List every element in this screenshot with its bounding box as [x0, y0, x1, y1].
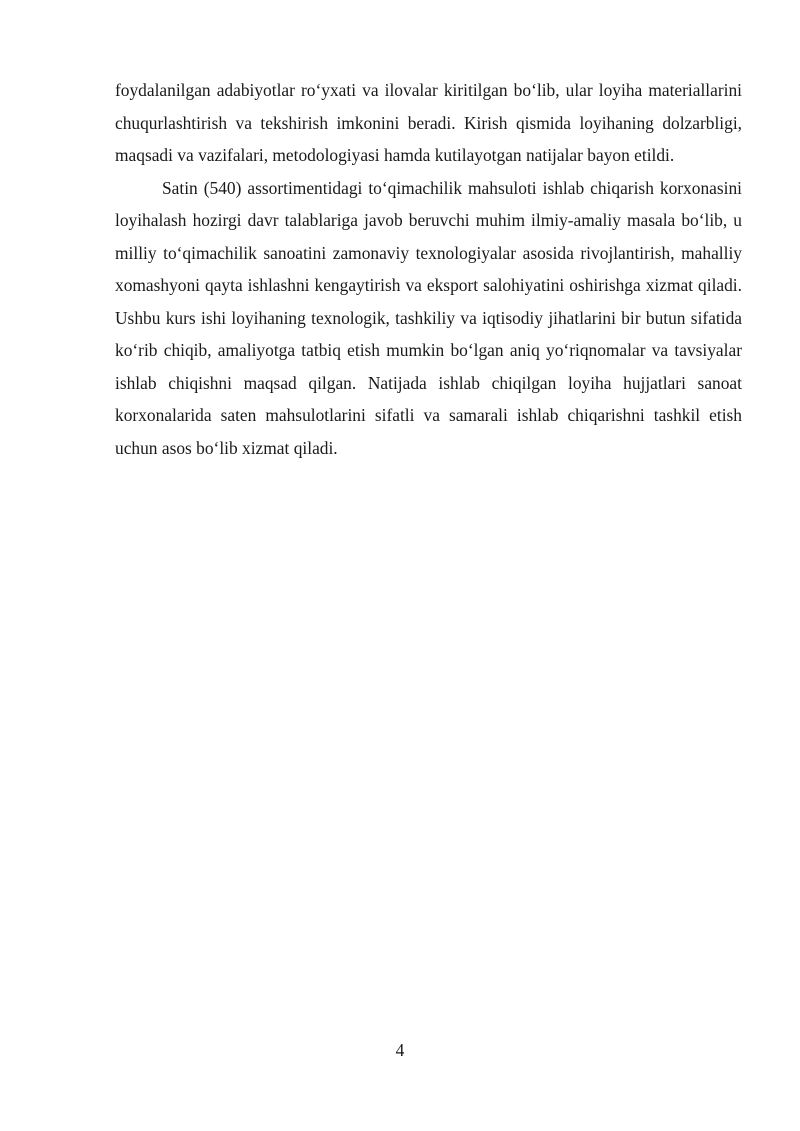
document-body: [115, 74, 742, 464]
paragraph-conclusion: Satin (540) assortimentidagi to‘qimachilik mahsuloti ishlab chiqarish korxonasini loyihalash hozirgi davr talablariga javob beruvchi muhim ilmiy-amaliy masala bo‘lib, u milliy to‘qimachilik sanoatini zamonaviy texnologiyalar asosida rivojlantirish, mahalliy xomashyoni qayta ishlashni kengaytirish va eksport salohiyatini oshirishga xizmat qiladi. Ushbu kurs ishi loyihaning texnologik, tashkiliy va iqtisodiy jihatlarini bir butun sifatida ko‘rib chiqib, amaliyotga tatbiq etish mumkin bo‘lgan aniq yo‘riqnomalar va tavsiyalar ishlab chiqishni maqsad qilgan. Natijada ishlab chiqilgan loyiha hujjatlari sanoat korxonalarida saten mahsulotlarini sifatli va samarali ishlab chiqarishni tashkil etish uchun asos bo‘lib xizmat qiladi.: [115, 177, 742, 458]
page-number: 4: [395, 1040, 405, 1060]
paragraph-continuation: foydalanilgan adabiyotlar ro‘yxati va ilovalar kiritilgan bo‘lib, ular loyiha materiallarini chuqurlashtirish va tekshirish imkonini beradi. Kirish qismida loyihaning dolzarbligi, maqsadi va vazifalari, metodologiyasi hamda kutilayotgan natijalar bayon etildi.: [115, 80, 742, 165]
